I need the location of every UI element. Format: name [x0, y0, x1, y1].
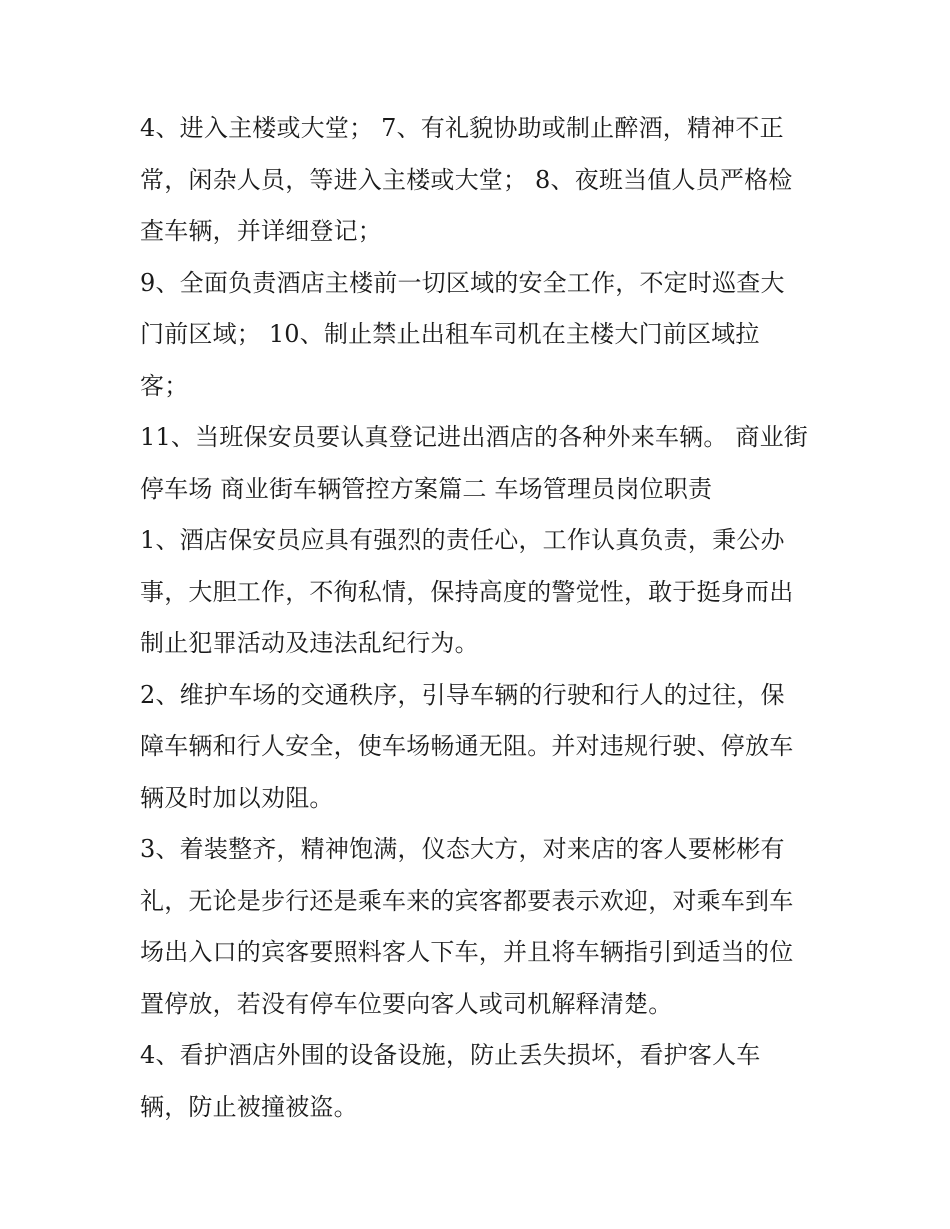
- paragraph-duty-3: [140, 824, 812, 1030]
- text-line: 事，大胆工作，不徇私情，保持高度的警觉性，敢于挺身而出: [140, 577, 794, 606]
- text-line: 客；: [140, 371, 189, 400]
- paragraph-duty-1: [140, 515, 812, 670]
- text-line: 辆及时加以劝阻。: [140, 783, 334, 812]
- text-line: 礼，无论是步行还是乘车来的宾客都要表示欢迎，对乘车到车: [140, 886, 794, 915]
- text-line: 4、看护酒店外围的设备设施，防止丢失损坏，看护客人车: [140, 1041, 761, 1069]
- text-line: 3、着装整齐，精神饱满，仪态大方，对来店的客人要彬彬有: [140, 835, 785, 863]
- text-line: 障车辆和行人安全，使车场畅通无阻。并对违规行驶、停放车: [140, 732, 794, 760]
- text-line: 辆，防止被撞被盗。: [140, 1092, 358, 1121]
- text-line: 停车场 商业街车辆管控方案篇二 车场管理员岗位职责: [140, 474, 713, 503]
- paragraph-duty-2: [140, 670, 812, 825]
- paragraph-duty-4: [140, 1030, 812, 1133]
- text-line: 9、全面负责酒店主楼前一切区域的安全工作，不定时巡查大: [140, 268, 785, 297]
- text-line: 2、维护车场的交通秩序，引导车辆的行驶和行人的过往，保: [140, 680, 785, 709]
- text-line: 置停放，若没有停车位要向客人或司机解释清楚。: [140, 989, 673, 1018]
- paragraph-item-9-10: [140, 258, 812, 413]
- text-line: 制止犯罪活动及违法乱纪行为。: [140, 629, 479, 657]
- text-line: 常，闲杂人员，等进入主楼或大堂； 8、夜班当值人员严格检: [140, 165, 793, 194]
- document-body: [140, 103, 812, 1133]
- paragraph-item-11: [140, 412, 812, 515]
- text-line: 11、当班保安员要认真登记进出酒店的各种外来车辆。 商业街: [140, 423, 808, 451]
- text-line: 场出入口的宾客要照料客人下车，并且将车辆指引到适当的位: [140, 938, 794, 966]
- text-line: 4、进入主楼或大堂； 7、有礼貌协助或制止醉酒，精神不正: [140, 114, 784, 142]
- text-line: 1、酒店保安员应具有强烈的责任心，工作认真负责，秉公办: [140, 526, 785, 554]
- paragraph-item-4-7-8: [140, 103, 812, 258]
- text-line: 查车辆，并详细登记；: [140, 217, 382, 245]
- text-line: 门前区域； 10、制止禁止出租车司机在主楼大门前区域拉: [140, 320, 760, 348]
